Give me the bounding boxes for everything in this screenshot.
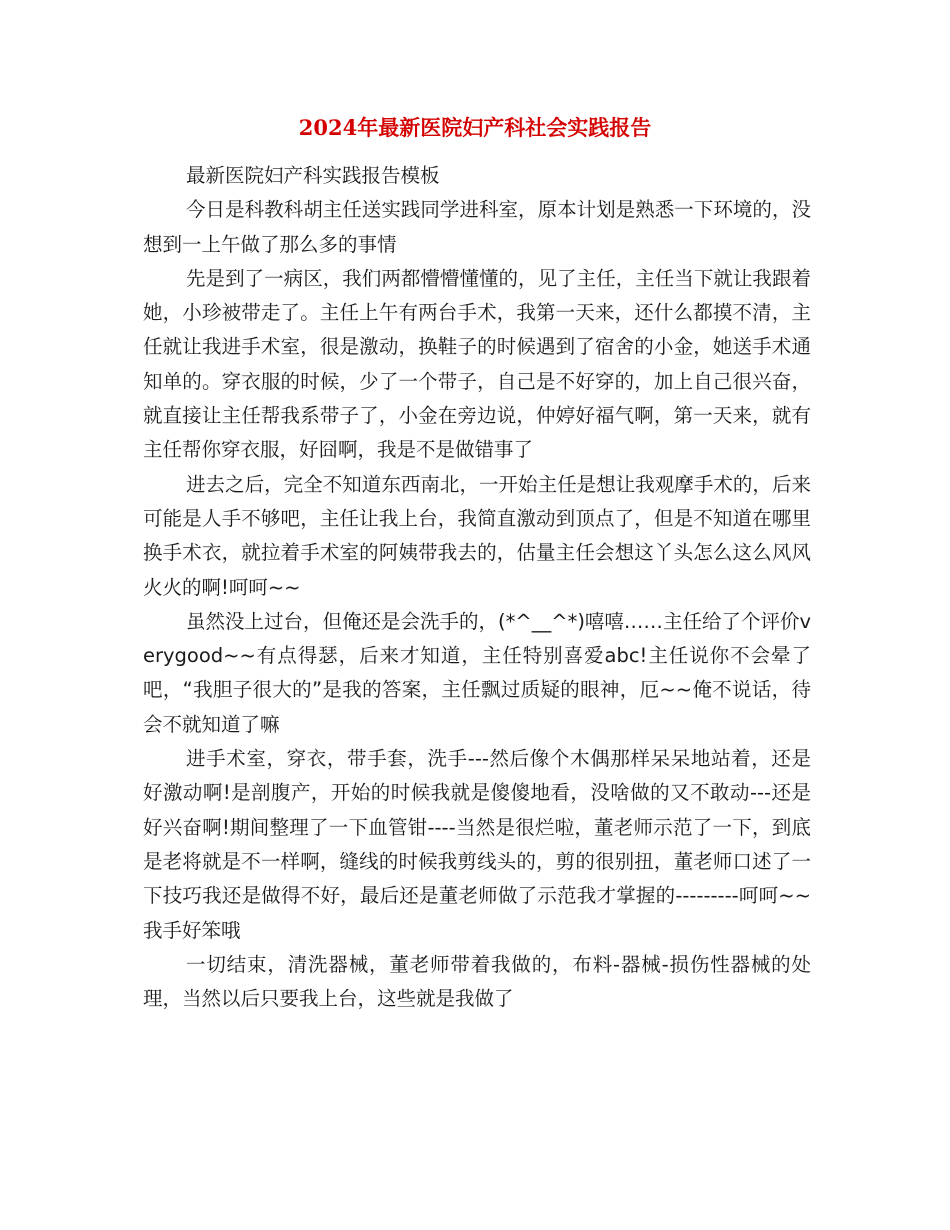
paragraph-operation: 进手术室，穿衣，带手套，洗手---然后像个木偶那样呆呆地站着，还是好激动啊!是剖腹产，开始的时候我就是傻傻地看，没啥做的又不敢动---还是好兴奋啊!期间整理了一下血管钳----当然是很烂啦，董老师示范了一下，到底是老将就是不一样啊，缝线的时候我剪线头的，剪的很别扭，董老师口述了一下技巧我还是做得不好，最后还是董老师做了示范我才掌握的---------呵呵~~我手好笨哦 xyxy=(143,747,811,942)
paragraph-subtitle: 最新医院妇产科实践报告模板 xyxy=(186,164,440,187)
paragraph-first-day: 先是到了一病区，我们两都懵懵懂懂的，见了主任，主任当下就让我跟着她，小珍被带走了。主任上午有两台手术，我第一天来，还什么都摸不清，主任就让我进手术室，很是激动，换鞋子的时候遇到了宿舍的小金，她送手术通知单的。穿衣服的时候，少了一个带子，自己是不好穿的，加上自己很兴奋，就直接让主任帮我系带子了，小金在旁边说，仲婷好福气啊，第一天来，就有主任帮你穿衣服，好囧啊，我是不是做错事了 xyxy=(143,266,811,462)
paragraph-intro: 今日是科教科胡主任送实践同学进科室，原本计划是熟悉一下环境的，没想到一上午做了那么多的事情 xyxy=(143,198,811,256)
paragraph-cleanup: 一切结束，清洗器械，董老师带着我做的，布料-器械-损伤性器械的处理，当然以后只要我上台，这些就是我做了 xyxy=(143,952,811,1011)
paragraph-handwashing: 虽然没上过台，但俺还是会洗手的，(*^__^*)嘻嘻……主任给了个评价verygood~~有点得瑟，后来才知道，主任特别喜爱abc!主任说你不会晕了吧，“我胆子很大的”是我的答案，主任飘过质疑的眼神，厄~~俺不说话，待会不就知道了嘛 xyxy=(143,609,811,736)
document-title: 2024年最新医院妇产科社会实践报告 xyxy=(298,115,652,140)
document-body xyxy=(143,159,811,1016)
paragraph-enter-surgery: 进去之后，完全不知道东西南北，一开始主任是想让我观摩手术的，后来可能是人手不够吧，主任让我上台，我简直激动到顶点了，但是不知道在哪里换手术衣，就拉着手术室的阿姨带我去的，估量主任会想这丫头怎么这么风风火火的啊!呵呵~~ xyxy=(143,472,811,599)
